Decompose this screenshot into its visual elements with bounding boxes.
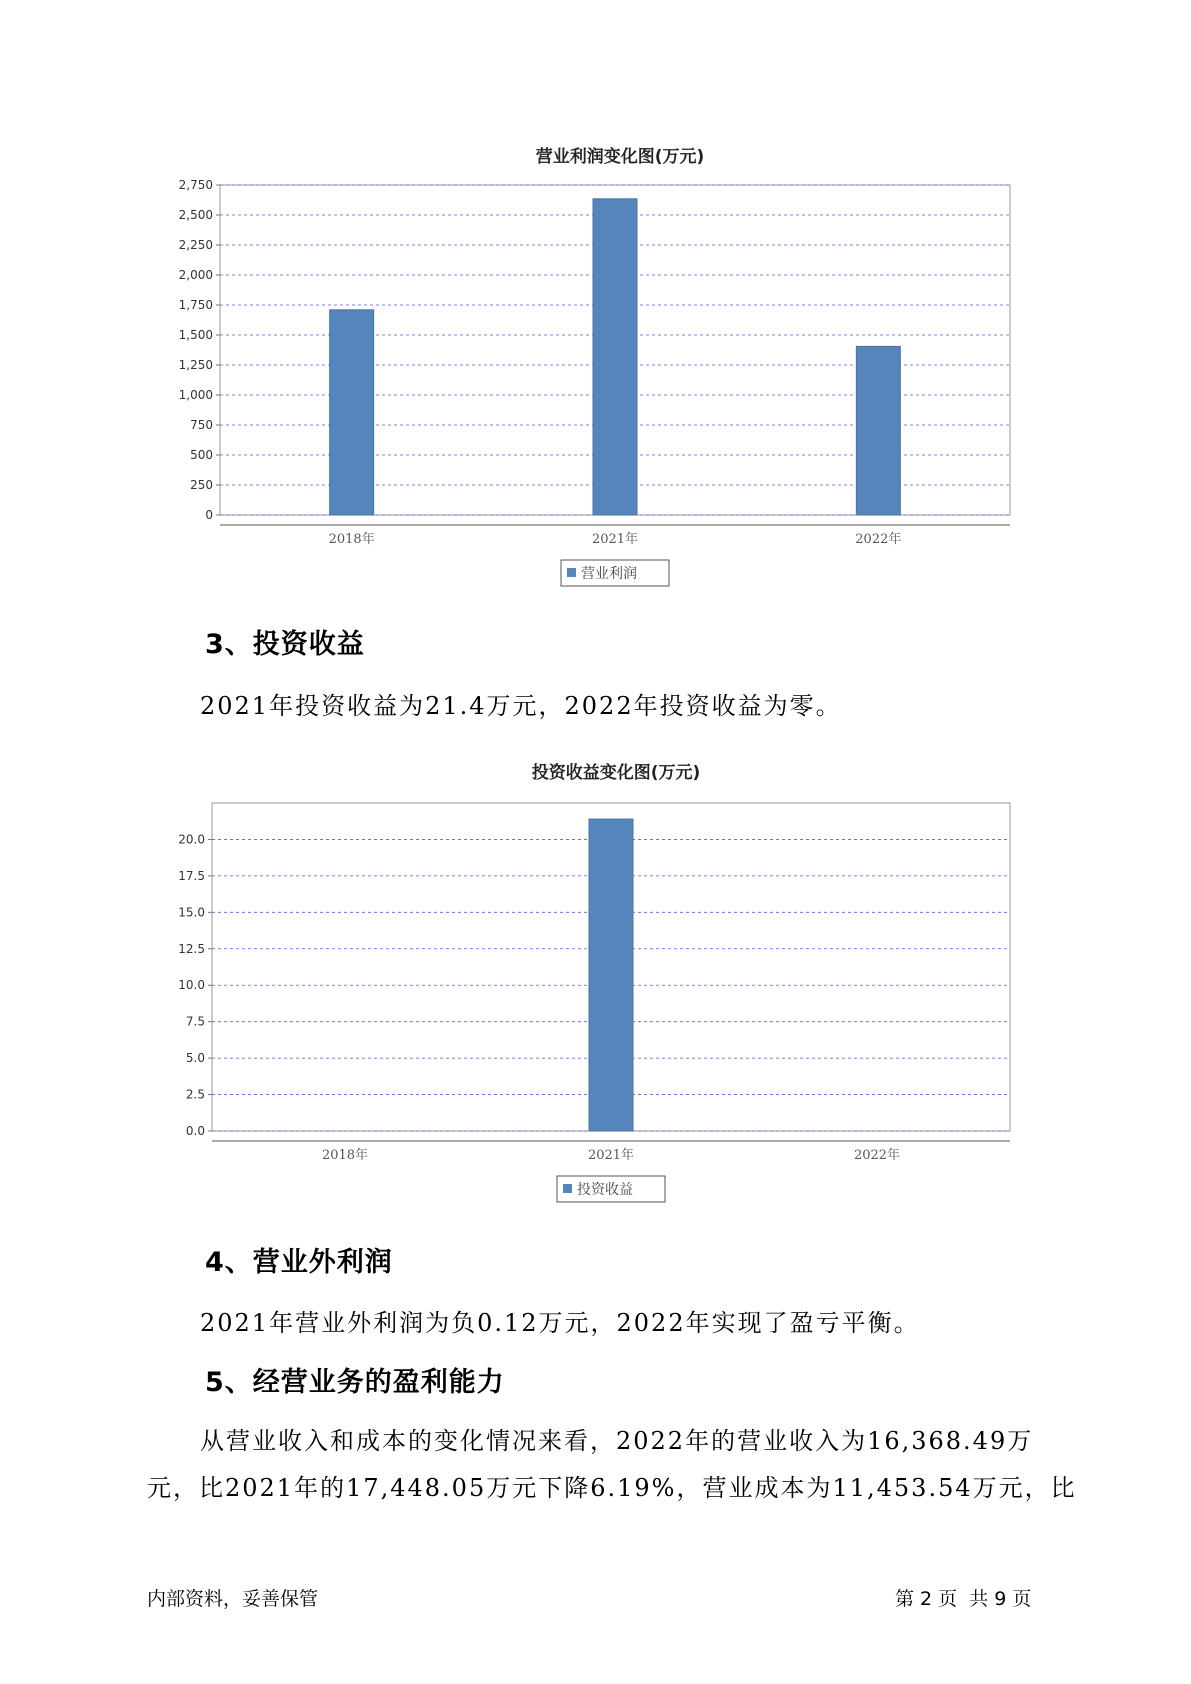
footer-confidential-note: 内部资料，妥善保管	[147, 1588, 319, 1610]
y-tick-label: 500	[190, 448, 213, 462]
operating-profit-chart	[0, 130, 1191, 600]
x-category-label: 2018年	[321, 1148, 369, 1163]
y-tick-label: 1,000	[178, 388, 213, 402]
y-tick-label: 2,000	[178, 268, 213, 282]
section-4-heading: 4、营业外利润	[205, 1247, 393, 1278]
bar	[589, 819, 633, 1131]
bar	[856, 346, 900, 515]
section-5-heading: 5、经营业务的盈利能力	[205, 1367, 505, 1398]
x-category-label: 2018年	[328, 532, 375, 547]
section-5-text-line-1: 从营业收入和成本的变化情况来看，2022年的营业收入为16,368.49万	[200, 1427, 1034, 1455]
legend-label: 投资收益	[577, 1182, 633, 1198]
footer-page-number: 第 2 页 共 9 页	[895, 1588, 1032, 1610]
y-tick-label: 17.5	[178, 868, 205, 883]
bar	[593, 199, 637, 515]
y-tick-label: 750	[190, 418, 213, 432]
y-tick-label: 12.5	[178, 941, 205, 956]
legend-label: 营业利润	[581, 566, 637, 582]
chart-title: 投资收益变化图(万元)	[531, 763, 701, 783]
bar	[330, 310, 374, 515]
section-5-text-line-2: 元，比2021年的17,448.05万元下降6.19%，营业成本为11,453.54万元，比	[147, 1474, 1077, 1502]
x-category-label: 2021年	[587, 1148, 635, 1163]
legend-swatch	[567, 568, 576, 577]
operating-profit-chart-svg	[0, 130, 1191, 600]
y-tick-label: 1,250	[178, 358, 213, 372]
section-4-text: 2021年营业外利润为负0.12万元，2022年实现了盈亏平衡。	[200, 1309, 920, 1337]
y-tick-label: 2,250	[178, 238, 213, 252]
y-tick-label: 7.5	[185, 1014, 205, 1029]
x-category-label: 2022年	[853, 1148, 901, 1163]
legend-swatch	[563, 1184, 572, 1193]
y-tick-label: 5.0	[185, 1051, 205, 1066]
y-tick-label: 20.0	[178, 832, 205, 847]
y-tick-label: 250	[190, 478, 213, 492]
y-tick-label: 1,500	[178, 328, 213, 342]
y-tick-label: 2.5	[185, 1087, 205, 1102]
x-category-label: 2022年	[855, 532, 902, 547]
y-tick-label: 2,500	[178, 208, 213, 222]
y-tick-label: 1,750	[178, 298, 213, 312]
y-tick-label: 10.0	[178, 978, 205, 993]
section-3-text: 2021年投资收益为21.4万元，2022年投资收益为零。	[200, 692, 842, 720]
y-tick-label: 15.0	[178, 905, 205, 920]
investment-income-chart-svg	[0, 748, 1191, 1218]
chart-title: 营业利润变化图(万元)	[535, 147, 705, 167]
x-category-label: 2021年	[591, 532, 639, 547]
y-tick-label: 0.0	[185, 1124, 205, 1138]
y-tick-label: 0	[205, 508, 213, 522]
investment-income-chart	[0, 748, 1191, 1218]
y-tick-label: 2,750	[178, 178, 213, 192]
section-3-heading: 3、投资收益	[205, 629, 365, 660]
